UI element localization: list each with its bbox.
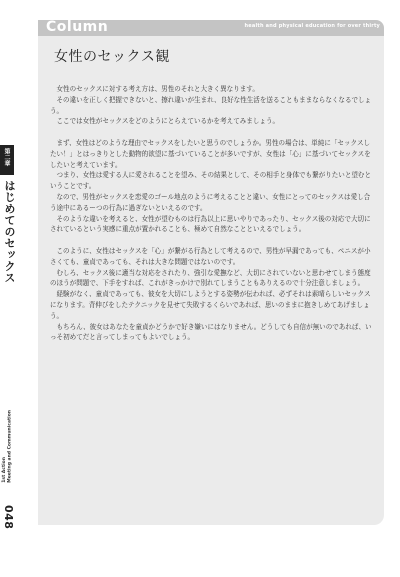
- page-title: 女性のセックス観: [54, 49, 170, 65]
- paragraph: まず、女性はどのような理由でセックスをしたいと思うのでしょうか。男性の場合は、単純に「セックスしたい！」とはっきりとした動物的欲望に基づいていることが多いですが、女性は「心」に基づいてセックスをしたいと考えています。: [50, 138, 371, 169]
- chapter-name: はじめてのセックス: [3, 180, 16, 284]
- paragraph: ここでは女性がセックスをどのようにとらえているかを考えてみましょう。: [56, 117, 280, 126]
- side-caption-line1: 1st Action: [2, 457, 7, 483]
- paragraph: つまり、女性は愛する人に愛されることを望み、その結果として、その相手と身体でも繋がりたいと望むということです。: [50, 171, 372, 191]
- column-label: Column: [46, 19, 109, 35]
- paragraph: 経験がなく、童貞であっても、彼女を大切にしようとする姿勢が伝われば、必ずそれは素晴らしいセックスになります。背伸びをしたテクニックを見せて失敗するくらいであれば、思いのままに抱きしめてあげましょう。: [50, 290, 371, 320]
- paragraph: もちろん、彼女はあなたを童貞かどうかで好き嫌いにはなりません。どうしても自信が無いのであれば、いっそ初めてだと言ってしまってもよいでしょう。: [50, 322, 372, 342]
- paragraph: このように、女性はセックスを「心」が繋がる行為として考えるので、男性が早漏であっても、ペニスが小さくても、童貞であっても、それは大きな問題ではないのです。: [50, 246, 371, 266]
- chapter-tab: [0, 145, 14, 175]
- article-body: [50, 84, 372, 343]
- paragraph: その違いを正しく把握できないと、擦れ違いが生まれ、良好な性生活を送ることもままならなくなるでしょう。: [50, 95, 372, 115]
- paragraph-gap: [50, 235, 372, 246]
- side-caption: [2, 410, 13, 483]
- page-number: 048: [2, 505, 15, 530]
- chapter-tab-label: 第二章: [3, 148, 10, 166]
- paragraph: 女性のセックスに対する考え方は、男性のそれと大きく異なります。: [56, 85, 259, 93]
- paragraph-gap: [50, 127, 372, 138]
- paragraph: そのような違いを考えると、女性が望むものは行為以上に思いやりであったり、セックス後の対応で大切にされているという実感に重点が置かれることも、極めて自然なことといえるでしょう。: [50, 214, 371, 234]
- paragraph: むしろ、セックス後に適当な対応をされたり、強引な愛撫など、大切にされていないと思わせてしまう態度のほうが問題で、下手をすれば、これがきっかけで別れてしまうこともありえるので十分注意しましょう。: [50, 268, 371, 288]
- column-subtitle: health and physical education for over thirty: [244, 23, 380, 29]
- side-caption-line2: Meeting and Communication: [7, 410, 13, 483]
- paragraph: なので、男性がセックスを恋愛のゴール地点のように考えることと違い、女性にとってのセックスは愛し合う途中にあるーつの行為に過ぎないといえるのです。: [50, 192, 371, 212]
